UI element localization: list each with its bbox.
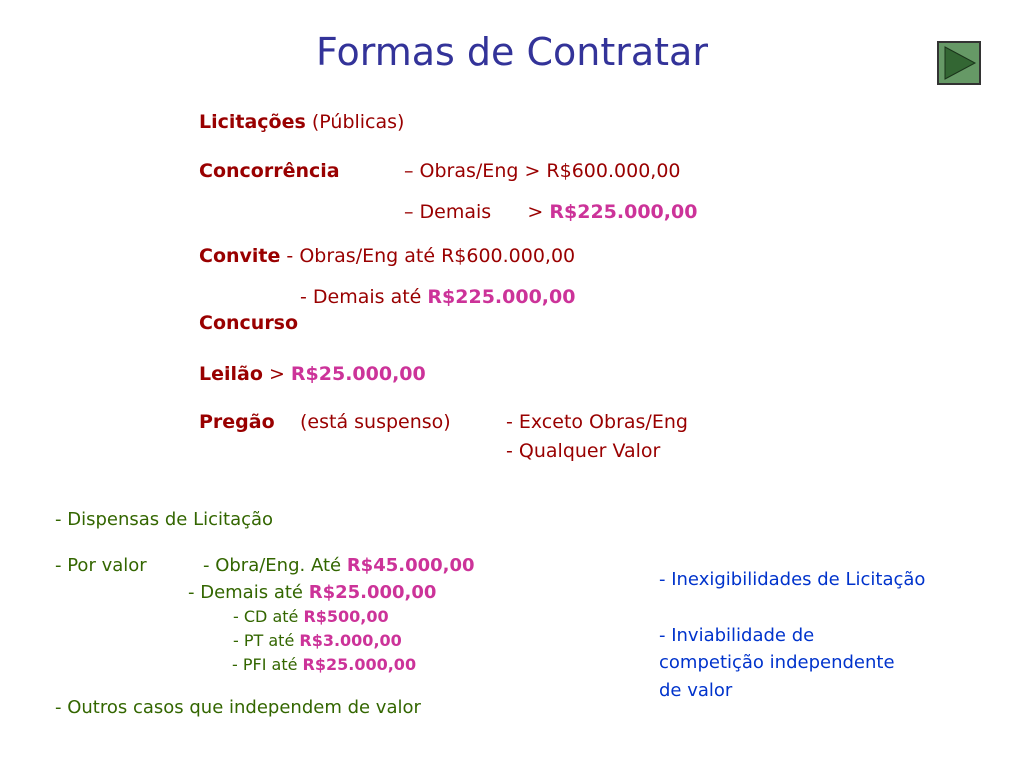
pregao-label: Pregão (199, 411, 275, 433)
leilao-line: Leilão > R$25.000,00 (199, 363, 426, 385)
licitacoes-heading: Licitações (Públicas) (199, 111, 405, 133)
concorrencia-label: Concorrência (199, 160, 340, 182)
pregao-line2: - Qualquer Valor (506, 440, 661, 462)
por-valor-label: - Por valor (55, 555, 147, 576)
next-slide-button[interactable] (937, 41, 981, 85)
inexigibilidades-line1: - Inviabilidade de (659, 625, 815, 646)
concurso-label: Concurso (199, 312, 299, 334)
play-arrow-icon (939, 43, 979, 83)
page-title: Formas de Contratar (316, 30, 708, 74)
concorrencia-line2: – Demais > R$225.000,00 (404, 201, 698, 223)
inexigibilidades-line2: competição independente (659, 652, 895, 673)
por-valor-pt: - PT até R$3.000,00 (233, 631, 402, 650)
por-valor-demais: - Demais até R$25.000,00 (188, 582, 437, 603)
concorrencia-line1: – Obras/Eng > R$600.000,00 (404, 160, 681, 182)
outros-casos: - Outros casos que independem de valor (55, 697, 421, 718)
inexigibilidades-line3: de valor (659, 680, 733, 701)
por-valor-pfi: - PFI até R$25.000,00 (232, 655, 417, 674)
pregao-note: (está suspenso) (300, 411, 451, 433)
por-valor-obra: - Obra/Eng. Até R$45.000,00 (203, 555, 475, 576)
pregao-line1: - Exceto Obras/Eng (506, 411, 688, 433)
inexigibilidades-heading: - Inexigibilidades de Licitação (659, 569, 926, 590)
por-valor-cd: - CD até R$500,00 (233, 607, 389, 626)
dispensas-heading: - Dispensas de Licitação (55, 509, 274, 530)
convite-line1: Convite - Obras/Eng até R$600.000,00 (199, 245, 576, 267)
convite-line2: - Demais até R$225.000,00 (300, 286, 576, 308)
